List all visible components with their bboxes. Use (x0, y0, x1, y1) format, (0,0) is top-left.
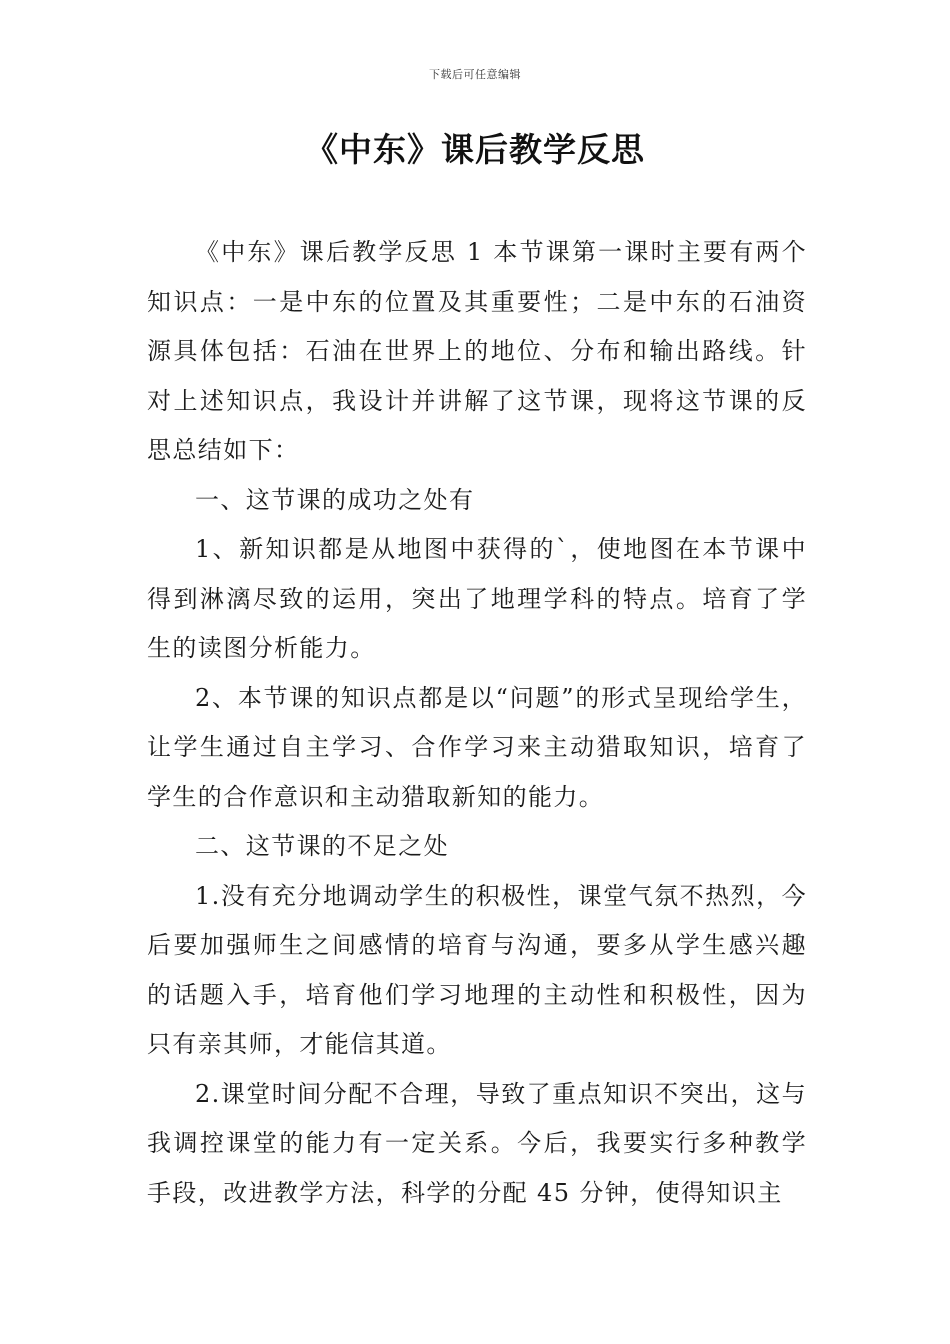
paragraph-shortcoming-1: 1.没有充分地调动学生的积极性，课堂气氛不热烈，今后要加强师生之间感情的培育与沟通，要多从学生感兴趣的话题入手，培育他们学习地理的主动性和积极性，因为只有亲其师，才能信其道。 (147, 881, 807, 1058)
section-heading-successes: 一、这节课的成功之处有 (195, 485, 475, 514)
paragraph-shortcoming-2: 2.课堂时间分配不合理，导致了重点知识不突出，这与我调控课堂的能力有一定关系。今后，我要实行多种教学手段，改进教学方法，科学的分配 45 分钟，使得知识主 (147, 1079, 807, 1207)
document-title: 《中东》课后教学反思 (305, 130, 645, 169)
paragraph-intro: 《中东》课后教学反思 1 本节课第一课时主要有两个知识点：一是中东的位置及其重要性；二是中东的石油资源具体包括：石油在世界上的地位、分布和输出路线。针对上述知识点，我设计并讲解了这节课，现将这节课的反思总结如下： (147, 238, 807, 464)
paragraph-success-2: 2、本节课的知识点都是以“问题”的形式呈现给学生，让学生通过自主学习、合作学习来主动猎取知识，培育了学生的合作意识和主动猎取新知的能力。 (147, 683, 807, 811)
header-note: 下载后可任意编辑 (429, 68, 521, 81)
paragraph-success-1: 1、新知识都是从地图中获得的`，使地图在本节课中得到淋漓尽致的运用，突出了地理学科的特点。培育了学生的读图分析能力。 (147, 535, 807, 662)
document-body (147, 228, 807, 1218)
section-heading-shortcomings: 二、这节课的不足之处 (195, 832, 449, 860)
